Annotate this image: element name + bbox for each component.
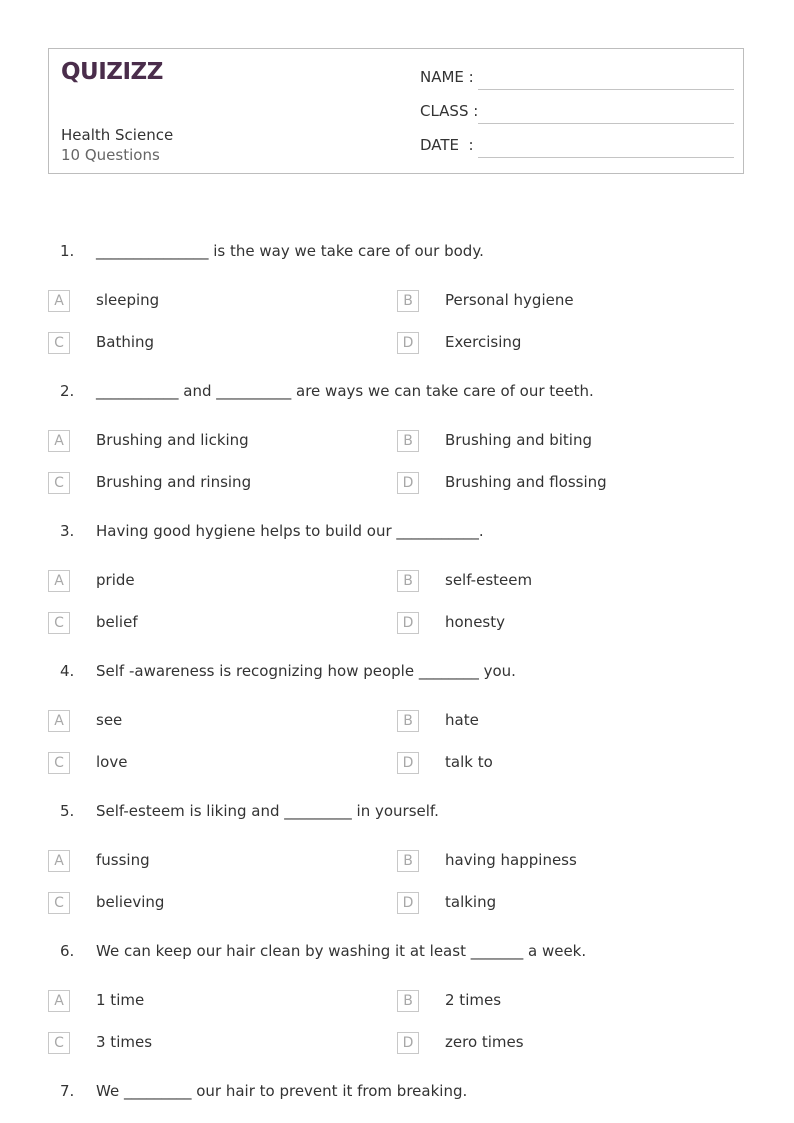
option-text: Exercising xyxy=(445,333,522,351)
date-label: DATE : xyxy=(420,136,474,154)
option-text: believing xyxy=(96,893,165,911)
option-letter-box: A xyxy=(48,710,70,732)
date-field[interactable] xyxy=(420,136,734,158)
option-text: hate xyxy=(445,711,479,729)
option-letter-box: A xyxy=(48,430,70,452)
class-field[interactable] xyxy=(420,102,734,124)
option-text: talking xyxy=(445,893,497,911)
option-text: belief xyxy=(96,613,138,631)
option-letter-box: B xyxy=(397,710,419,732)
worksheet-header xyxy=(48,48,744,174)
quizizz-logo: QUIZIZZ xyxy=(61,59,163,85)
option-letter-box: B xyxy=(397,430,419,452)
option-text: self-esteem xyxy=(445,571,533,589)
option-text: see xyxy=(96,711,123,729)
option-text: pride xyxy=(96,571,135,589)
class-label: CLASS : xyxy=(420,102,479,120)
question-number: 1. xyxy=(60,242,75,260)
option-text: love xyxy=(96,753,128,771)
option-text: 1 time xyxy=(96,991,145,1009)
option-letter-box: C xyxy=(48,1032,70,1054)
option-letter-box: C xyxy=(48,752,70,774)
option-letter-box: D xyxy=(397,472,419,494)
option-letter-box: A xyxy=(48,290,70,312)
option-text: sleeping xyxy=(96,291,160,309)
option-text: fussing xyxy=(96,851,150,869)
question-number: 7. xyxy=(60,1082,75,1100)
option-text: Bathing xyxy=(96,333,155,351)
option-letter-box: A xyxy=(48,850,70,872)
option-text: Brushing and flossing xyxy=(445,473,607,491)
option-letter-box: B xyxy=(397,850,419,872)
question-number: 4. xyxy=(60,662,75,680)
option-letter-box: B xyxy=(397,290,419,312)
option-text: 2 times xyxy=(445,991,502,1009)
option-text: Brushing and licking xyxy=(96,431,249,449)
option-letter-box: B xyxy=(397,570,419,592)
option-text: 3 times xyxy=(96,1033,153,1051)
question-text: ___________ and __________ are ways we can take care of our teeth. xyxy=(96,382,594,400)
name-label: NAME : xyxy=(420,68,474,86)
option-letter-box: A xyxy=(48,570,70,592)
option-text: zero times xyxy=(445,1033,524,1051)
subject-title: Health Science xyxy=(61,126,174,144)
option-text: Personal hygiene xyxy=(445,291,574,309)
question-text: We can keep our hair clean by washing it at least _______ a week. xyxy=(96,942,587,960)
question-number: 6. xyxy=(60,942,75,960)
option-text: honesty xyxy=(445,613,505,631)
question-text: Having good hygiene helps to build our ___________. xyxy=(96,522,484,540)
option-text: Brushing and biting xyxy=(445,431,593,449)
option-text: Brushing and rinsing xyxy=(96,473,252,491)
option-letter-box: C xyxy=(48,612,70,634)
name-field[interactable] xyxy=(420,68,734,90)
question-text: We _________ our hair to prevent it from breaking. xyxy=(96,1082,468,1100)
option-letter-box: B xyxy=(397,990,419,1012)
option-letter-box: A xyxy=(48,990,70,1012)
option-letter-box: D xyxy=(397,892,419,914)
class-line[interactable] xyxy=(478,123,734,124)
option-letter-box: D xyxy=(397,1032,419,1054)
option-letter-box: C xyxy=(48,892,70,914)
question-count: 10 Questions xyxy=(61,146,160,164)
question-text: _______________ is the way we take care of our body. xyxy=(96,242,484,260)
option-text: having happiness xyxy=(445,851,577,869)
name-line[interactable] xyxy=(478,89,734,90)
option-letter-box: D xyxy=(397,612,419,634)
option-text: talk to xyxy=(445,753,493,771)
date-line[interactable] xyxy=(478,157,734,158)
option-letter-box: D xyxy=(397,752,419,774)
question-number: 5. xyxy=(60,802,75,820)
question-number: 2. xyxy=(60,382,75,400)
question-text: Self -awareness is recognizing how people ________ you. xyxy=(96,662,516,680)
option-letter-box: C xyxy=(48,332,70,354)
question-number: 3. xyxy=(60,522,75,540)
option-letter-box: C xyxy=(48,472,70,494)
question-text: Self-esteem is liking and _________ in yourself. xyxy=(96,802,439,820)
option-letter-box: D xyxy=(397,332,419,354)
